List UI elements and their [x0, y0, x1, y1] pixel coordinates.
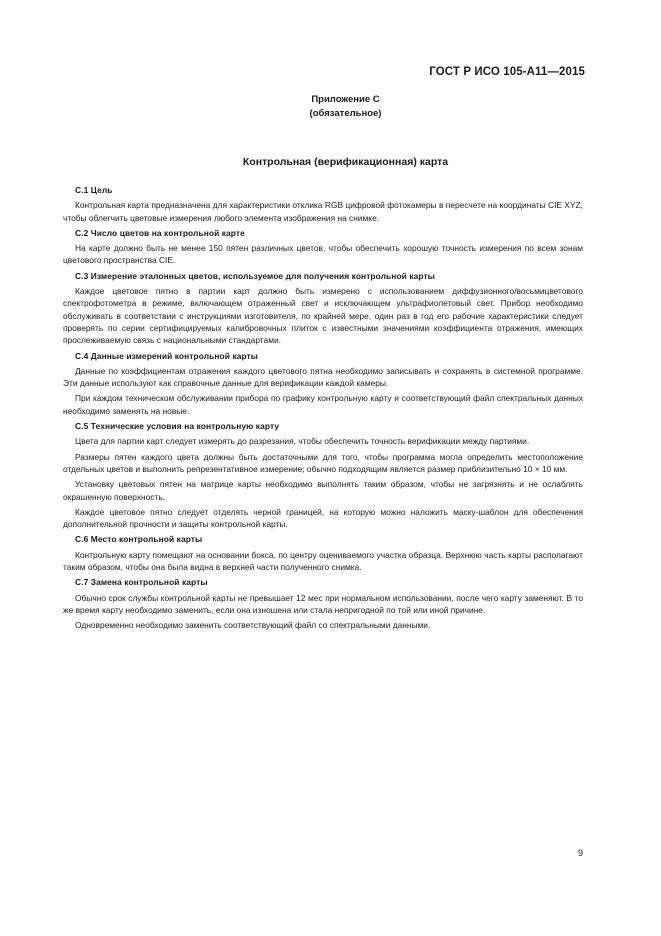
- appendix-title-block: [0, 156, 661, 168]
- section-paragraph: Обычно срок службы контрольной карты не превышает 12 мес при нормальном использовании, после чего карту заменяют. В то же время карту необходимо заменить, если она изношена или стала непригодной по той или иной причине.: [63, 592, 583, 615]
- section-paragraph: Одновременно необходимо заменить соответствующий файл со спектральными данными.: [75, 620, 431, 631]
- section-paragraph: При каждом техническом обслуживании прибора по графику контрольную карту и соответствующий файл спектральных данных необходимо заменять на новые.: [63, 393, 583, 416]
- appendix-status: (обязательное): [309, 108, 382, 119]
- section-heading: С.5 Технические условия на контрольную карту: [75, 421, 280, 432]
- section-heading: С.4 Данные измерений контрольной карты: [75, 350, 259, 361]
- appendix-header: [0, 93, 661, 121]
- appendix-title: Контрольная (верификационная) карта: [242, 156, 449, 168]
- page-number: 9: [577, 848, 583, 858]
- section-heading: С.6 Место контрольной карты: [75, 534, 203, 545]
- document-code: ГОСТ Р ИСО 105-А11—2015: [429, 66, 585, 78]
- section-paragraph: Данные по коэффициентам отражения каждого цветового пятна необходимо записывать и сохранять в системной программе. Эти данные используют как справочные данные для верификации каждой камеры.: [63, 365, 583, 389]
- section-paragraph: На карте должно быть не менее 150 пятен различных цветов, чтобы обеспечить хорошую точность измерения по всем зонам цветового пространства CIE.: [63, 243, 583, 266]
- section-paragraph: Размеры пятен каждого цвета должны быть достаточными для того, чтобы программа могла определить местоположение отдельных цветов и выполнить репрезентативное измерение; обычно подходящим является размер приблизительно 10 × 10 мм.: [63, 451, 583, 474]
- section-heading: С.1 Цель: [75, 185, 113, 195]
- section-paragraph: Каждое цветовое пятно следует отделять черной границей, на которую можно наложить маску-шаблон для обеспечения дополнительной прочности и защиты контрольной карты.: [63, 506, 583, 530]
- section-paragraph: Каждое цветовое пятно в партии карт должно быть измерено с использованием диффузионного/восьмицветового спектрофотометра в режиме, включающем отраженный свет и исключающем ультрафиолетовый свет. Прибор необходимо обслуживать в соответствии с инструкциями изготовителя, по крайней мере, один раз в год его рабочие характеристики следует проверять по серии сертифицируемых калибровочных плиток с известными значениями коэффициента отражения, имеющих прослеживаемую связь с национальными стандартами.: [63, 286, 583, 346]
- appendix-label: Приложение С: [311, 94, 380, 105]
- section-paragraph: Цвета для партии карт следует измерять до разрезания, чтобы обеспечить точность верификации между партиями.: [75, 436, 530, 447]
- section-paragraph: Контрольную карту помещают на основании бокса, по центру оцениваемого участка образца. Верхнюю часть карты располагают таким образом, чтобы она была видна в верхней части полученного снимка.: [63, 549, 583, 573]
- section-heading: С.3 Измерение эталонных цветов, используемое для получения контрольной карты: [75, 270, 435, 281]
- section-paragraph: Контрольная карта предназначена для характеристики отклика RGB цифровой фотокамеры в пересчете на координаты CIE XYZ, чтобы облегчить цветовые измерения любого элемента изображения на снимке.: [63, 200, 583, 223]
- section-heading: С.7 Замена контрольной карты: [75, 577, 208, 588]
- section-heading: С.2 Число цветов на контрольной карте: [75, 227, 245, 238]
- document-body: [63, 184, 583, 635]
- section-paragraph: Установку цветовых пятен на матрице карты необходимо выполнять таким образом, чтобы не загрязнять и не ослаблять окрашенную поверхность.: [63, 479, 583, 502]
